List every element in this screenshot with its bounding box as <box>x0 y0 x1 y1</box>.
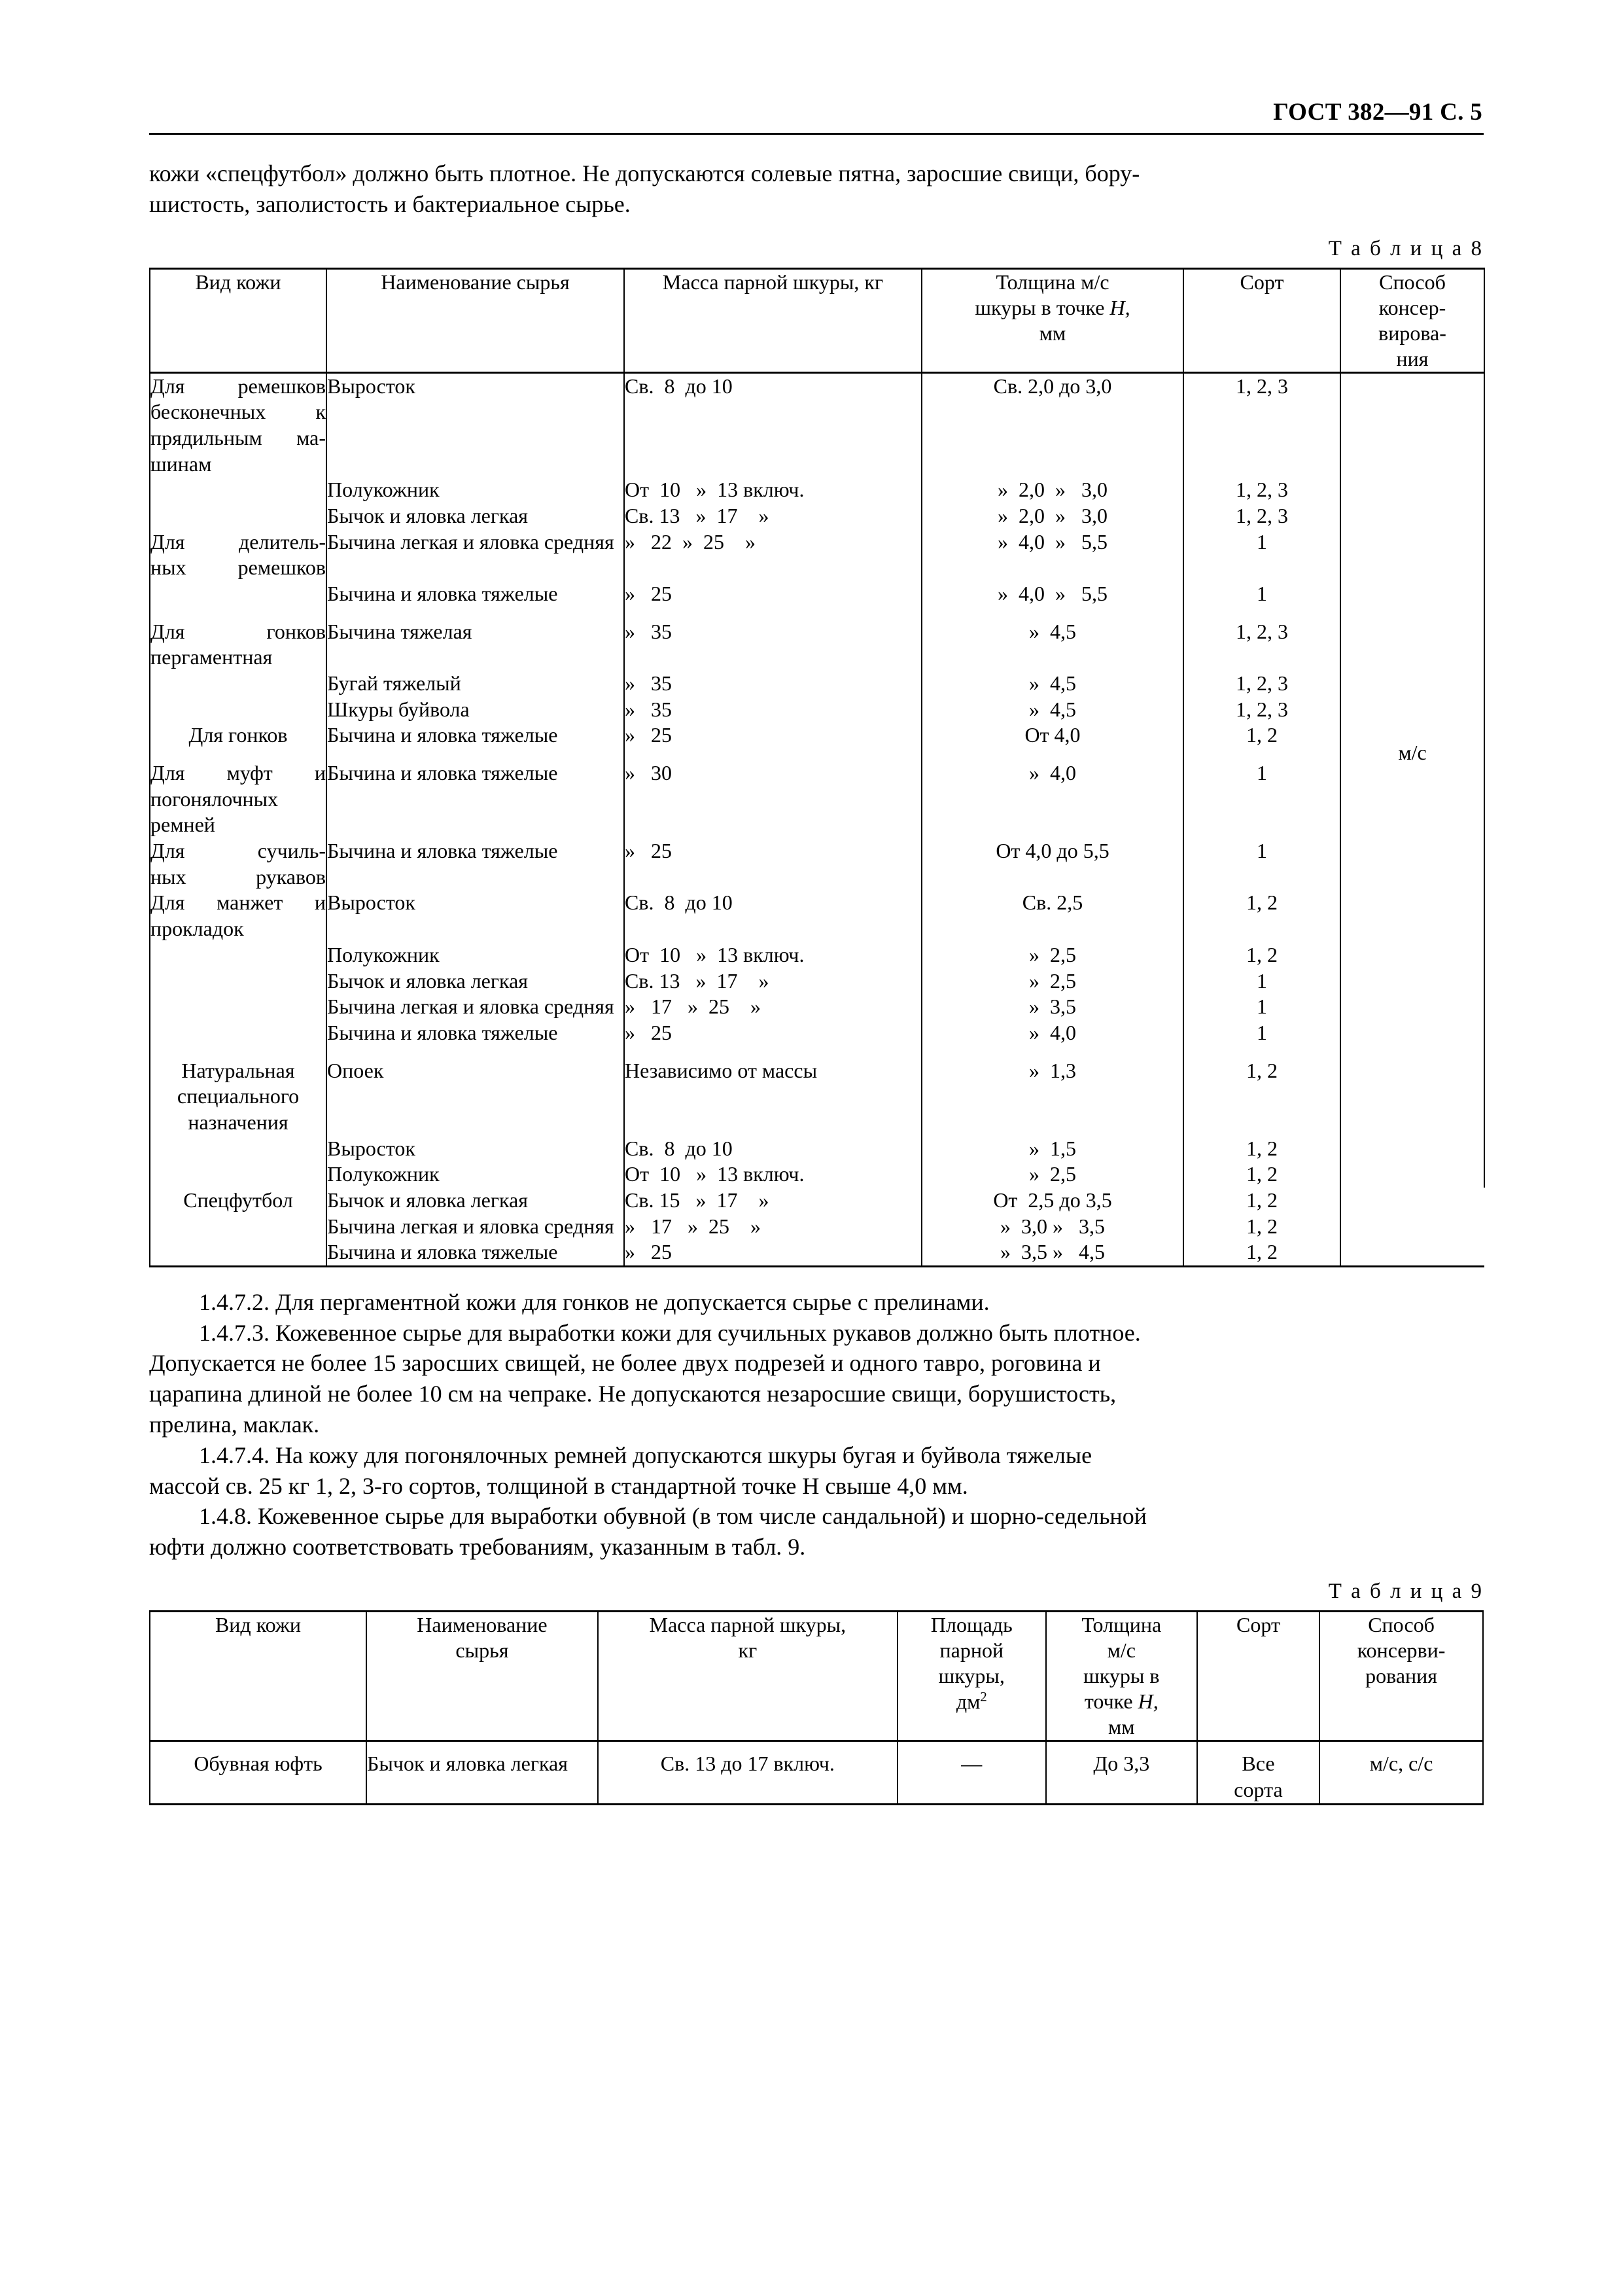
t8-r3-grade: 1 <box>1183 529 1340 581</box>
t8-r4-kind <box>150 581 326 607</box>
clause-1-4-7-3-line-1: 1.4.7.3. Кожевенное сырье для выработки кожи для сучильных рукавов должно быть плотное. <box>199 1319 1141 1346</box>
t8-r6-mass: » 35 <box>624 671 922 697</box>
t8-r21-mass: » 25 <box>624 1239 922 1266</box>
t9-r0-thickness: До 3,3 <box>1046 1741 1197 1804</box>
t8-r2-thickness: » 2,0 » 3,0 <box>922 503 1183 529</box>
t8-r1-grade: 1, 2, 3 <box>1183 477 1340 503</box>
t8-r0-mass: Св. 8 до 10 <box>624 372 922 477</box>
table8-th-method-l1: Способ <box>1379 270 1446 294</box>
table-row <box>150 581 1484 607</box>
t8-r20-kind <box>150 1214 326 1240</box>
t8-r3-kind <box>150 529 326 581</box>
t8-r5-mass: » 35 <box>624 619 922 671</box>
t8-r0-grade: 1, 2, 3 <box>1183 372 1340 477</box>
table-row <box>150 619 1484 671</box>
t8-r10-kind <box>150 838 326 890</box>
clause-1-4-7-2-line-1: 1.4.7.2. Для пергаментной кожи для гонков не допускается сырье с прелинами. <box>199 1288 990 1315</box>
t8-r19-kind <box>150 1188 326 1214</box>
table-8 <box>149 268 1485 1267</box>
t8-r8-kind <box>150 722 326 749</box>
t8-r9-grade: 1 <box>1183 760 1340 838</box>
table-row <box>150 697 1484 723</box>
table9-th-raw-l1: Наименование <box>417 1613 548 1637</box>
table-row <box>150 671 1484 697</box>
t8-r21-grade: 1, 2 <box>1183 1239 1340 1266</box>
t8-r12-kind <box>150 942 326 968</box>
table-row <box>150 1188 1484 1214</box>
t8-r14-raw: Бычина легкая и яловка средняя <box>326 994 624 1020</box>
clause-1-4-7-4-line-2: массой св. 25 кг 1, 2, 3-го сортов, толщиной в стандартной точке H свыше 4,0 мм. <box>149 1472 968 1499</box>
t8-r18-kind <box>150 1161 326 1188</box>
table-spacer <box>150 749 1484 760</box>
t8-r7-mass: » 35 <box>624 697 922 723</box>
table8-th-method-l4: ния <box>1396 346 1429 370</box>
t8-r21-kind <box>150 1239 326 1266</box>
t8-r13-thickness: » 2,5 <box>922 968 1183 995</box>
t8-r0-kind-l4: шинам <box>150 451 212 476</box>
t8-r2-grade: 1, 2, 3 <box>1183 503 1340 529</box>
t8-r16-mass: Независимо от массы <box>624 1058 922 1136</box>
table-row <box>150 1161 1484 1188</box>
t8-r8-thickness: От 4,0 <box>922 722 1183 749</box>
table8-th-method-l2: консер- <box>1378 295 1446 319</box>
t8-r6-kind <box>150 671 326 697</box>
t8-r5-raw: Бычина тяжелая <box>326 619 624 671</box>
table-row <box>150 942 1484 968</box>
table-row <box>150 529 1484 581</box>
table-row <box>150 477 1484 503</box>
t8-r16-kind-l3: назначения <box>188 1110 288 1134</box>
t8-r6-grade: 1, 2, 3 <box>1183 671 1340 697</box>
clause-1-4-7-3-line-4: прелина, маклак. <box>149 1411 320 1438</box>
table9-header-row <box>150 1612 1483 1741</box>
t8-r8-kind-l1: Для гонков <box>188 723 288 747</box>
t8-r6-raw: Бугай тяжелый <box>326 671 624 697</box>
clause-1-4-7-3 <box>149 1318 1484 1440</box>
table-row <box>150 994 1484 1020</box>
table8-th-raw: Наименование сырья <box>326 268 624 372</box>
t8-r3-kind-l2: ных ремешков <box>150 556 326 580</box>
table9-th-mass-l2: кг <box>738 1638 758 1663</box>
page-header: ГОСТ 382—91 С. 5 <box>1273 99 1482 126</box>
table9-th-thickness <box>1046 1612 1197 1741</box>
t8-r1-thickness: » 2,0 » 3,0 <box>922 477 1183 503</box>
t9-r0-mass: Св. 13 до 17 включ. <box>598 1741 898 1804</box>
table9-th-thick-l1: Толщина <box>1081 1613 1162 1637</box>
clause-1-4-8 <box>149 1501 1484 1563</box>
table8-th-grade: Сорт <box>1183 268 1340 372</box>
t8-r18-thickness: » 2,5 <box>922 1161 1183 1188</box>
t8-r9-mass: » 30 <box>624 760 922 838</box>
t8-r20-grade: 1, 2 <box>1183 1214 1340 1240</box>
t8-r18-grade: 1, 2 <box>1183 1161 1340 1188</box>
t8-r12-mass: От 10 » 13 включ. <box>624 942 922 968</box>
table9-caption: Т а б л и ц а 9 <box>1328 1580 1484 1604</box>
table9-th-area-sup: 2 <box>980 1689 987 1705</box>
t8-r0-kind <box>150 372 326 477</box>
t8-r7-grade: 1, 2, 3 <box>1183 697 1340 723</box>
t8-r3-raw: Бычина легкая и яловка средняя <box>326 529 624 581</box>
t8-r17-raw: Выросток <box>326 1136 624 1162</box>
table9-th-area-l4: дм <box>956 1689 981 1714</box>
table-row <box>150 838 1484 890</box>
t8-r14-thickness: » 3,5 <box>922 994 1183 1020</box>
t8-r16-grade: 1, 2 <box>1183 1058 1340 1136</box>
t8-r1-raw: Полукожник <box>326 477 624 503</box>
clause-1-4-7-4 <box>149 1440 1484 1502</box>
table9-th-method <box>1319 1612 1483 1741</box>
t8-r3-thickness: » 4,0 » 5,5 <box>922 529 1183 581</box>
t8-r12-thickness: » 2,5 <box>922 942 1183 968</box>
t8-r10-kind-l2: ных рукавов <box>150 864 326 889</box>
clause-1-4-7-3-line-2: Допускается не более 15 заросших свищей, не более двух подрезей и одного тавро, роговина и <box>149 1350 1101 1377</box>
table9-head <box>150 1612 1483 1741</box>
t8-r12-grade: 1, 2 <box>1183 942 1340 968</box>
table8-th-method <box>1340 268 1484 372</box>
t8-r9-thickness: » 4,0 <box>922 760 1183 838</box>
page-content <box>149 98 1484 1805</box>
table8-th-method-l3: вирова- <box>1378 321 1446 345</box>
table9-th-raw <box>366 1612 598 1741</box>
t8-r0-thickness: Св. 2,0 до 3,0 <box>922 372 1183 477</box>
t9-r0-grade <box>1197 1741 1319 1804</box>
t8-r16-kind-l1: Натуральная <box>181 1058 295 1082</box>
t8-r20-raw: Бычина легкая и яловка средняя <box>326 1214 624 1240</box>
t9-r0-kind: Обувная юфть <box>150 1741 366 1804</box>
t8-r1-mass: От 10 » 13 включ. <box>624 477 922 503</box>
table9-th-method-l3: рования <box>1365 1664 1437 1688</box>
t8-r2-kind <box>150 503 326 529</box>
t8-r15-thickness: » 4,0 <box>922 1020 1183 1046</box>
t8-r2-raw: Бычок и яловка легкая <box>326 503 624 529</box>
intro-line-1: кожи «спецфутбол» должно быть плотное. Не допускаются солевые пятна, заросшие свищи, бору- <box>149 160 1140 186</box>
t8-r3-kind-l1: Для делитель- <box>150 529 326 554</box>
t8-r19-mass: Св. 15 » 17 » <box>624 1188 922 1214</box>
clause-1-4-7-4-line-1: 1.4.7.4. На кожу для погонялочных ремней допускаются шкуры бугая и буйвола тяжелые <box>199 1441 1092 1468</box>
t8-r10-mass: » 25 <box>624 838 922 890</box>
table-9 <box>149 1610 1484 1805</box>
table9-th-kind: Вид кожи <box>150 1612 366 1741</box>
t8-r11-mass: Св. 8 до 10 <box>624 890 922 942</box>
table-row <box>150 722 1484 749</box>
t8-r19-raw: Бычок и яловка легкая <box>326 1188 624 1214</box>
table8-header-row <box>150 268 1484 372</box>
t8-r7-thickness: » 4,5 <box>922 697 1183 723</box>
t8-r0-kind-l1: Для ремешков <box>150 374 326 398</box>
t8-r10-kind-l1: Для сучиль- <box>150 839 326 863</box>
t8-r20-mass: » 17 » 25 » <box>624 1214 922 1240</box>
intro-paragraph <box>149 158 1484 220</box>
t8-r1-kind <box>150 477 326 503</box>
t8-r9-kind-l2: погонялочных <box>150 786 279 811</box>
t8-r9-raw: Бычина и яловка тяжелые <box>326 760 624 838</box>
t8-r18-raw: Полукожник <box>326 1161 624 1188</box>
t8-r9-kind <box>150 760 326 838</box>
t8-r4-thickness: » 4,0 » 5,5 <box>922 581 1183 607</box>
clause-1-4-7-3-line-3: царапина длиной не более 10 см на чепраке. Не допускаются незаросшие свищи, борушистость, <box>149 1381 1117 1407</box>
t8-r4-mass: » 25 <box>624 581 922 607</box>
table9-th-thick-l2: м/с <box>1107 1638 1136 1663</box>
t8-r13-raw: Бычок и яловка легкая <box>326 968 624 995</box>
table9-th-thick-l3: шкуры в <box>1083 1664 1160 1688</box>
t8-r16-kind <box>150 1058 326 1136</box>
table8-th-thickness <box>922 268 1183 372</box>
t8-r4-grade: 1 <box>1183 581 1340 607</box>
t8-r0-raw: Выросток <box>326 372 624 477</box>
t8-r11-kind-l1: Для манжет и <box>150 891 326 915</box>
t8-r20-thickness: » 3,0 » 3,5 <box>922 1214 1183 1240</box>
table9-th-area-l3: шкуры, <box>938 1664 1005 1688</box>
clauses-block <box>149 1287 1484 1563</box>
t8-r13-kind <box>150 968 326 995</box>
table9-th-raw-l2: сырья <box>455 1638 509 1663</box>
t8-r17-mass: Св. 8 до 10 <box>624 1136 922 1162</box>
intro-line-2: шистость, заполистость и бактериальное сырье. <box>149 190 631 217</box>
t8-r7-kind <box>150 697 326 723</box>
t8-r2-mass: Св. 13 » 17 » <box>624 503 922 529</box>
t8-r15-kind <box>150 1020 326 1046</box>
t8-r21-raw: Бычина и яловка тяжелые <box>326 1239 624 1266</box>
table9-th-grade: Сорт <box>1197 1612 1319 1741</box>
t8-r11-thickness: Св. 2,5 <box>922 890 1183 942</box>
t8-r13-grade: 1 <box>1183 968 1340 995</box>
t8-r18-mass: От 10 » 13 включ. <box>624 1161 922 1188</box>
t8-r14-mass: » 17 » 25 » <box>624 994 922 1020</box>
t8-r13-mass: Св. 13 » 17 » <box>624 968 922 995</box>
t8-r15-raw: Бычина и яловка тяжелые <box>326 1020 624 1046</box>
t8-r9-kind-l3: ремней <box>150 813 215 837</box>
table-row <box>150 1136 1484 1162</box>
t8-r11-grade: 1, 2 <box>1183 890 1340 942</box>
t8-r9-kind-l1: Для муфт и <box>150 761 326 785</box>
t8-r17-thickness: » 1,5 <box>922 1136 1183 1162</box>
t8-r10-grade: 1 <box>1183 838 1340 890</box>
t8-r5-kind <box>150 619 326 671</box>
t8-r7-raw: Шкуры буйвола <box>326 697 624 723</box>
table8-th-mass: Масса парной шкуры, кг <box>624 268 922 372</box>
t8-r8-mass: » 25 <box>624 722 922 749</box>
table8-th-thickness-l1: Толщина м/с <box>996 270 1109 294</box>
t8-r0-kind-l2: бесконечных к <box>150 400 326 424</box>
t8-r5-thickness: » 4,5 <box>922 619 1183 671</box>
table-row <box>150 1741 1483 1804</box>
t9-r0-method: м/с, с/с <box>1319 1741 1483 1804</box>
clause-1-4-8-line-2: юфти должно соответствовать требованиям, указанным в табл. 9. <box>149 1534 806 1561</box>
table8-th-thickness-point: H, <box>1109 295 1130 319</box>
table-row <box>150 372 1484 477</box>
t8-r17-grade: 1, 2 <box>1183 1136 1340 1162</box>
table9-th-thick-l5: мм <box>1108 1715 1135 1739</box>
table8-caption: Т а б л и ц а 8 <box>1328 236 1484 260</box>
table-spacer <box>150 1046 1484 1058</box>
t8-r14-grade: 1 <box>1183 994 1340 1020</box>
table-spacer <box>150 607 1484 619</box>
table-row <box>150 1214 1484 1240</box>
table9-th-mass <box>598 1612 898 1741</box>
t9-r0-grade-l1: Все <box>1242 1752 1275 1776</box>
table9-th-thick-l4: точке <box>1084 1689 1138 1714</box>
t8-r19-kind-l1: Спецфутбол <box>183 1188 293 1212</box>
table-row <box>150 890 1484 942</box>
table9-th-area <box>898 1612 1046 1741</box>
t8-r16-raw: Опоек <box>326 1058 624 1136</box>
t8-r12-raw: Полукожник <box>326 942 624 968</box>
clause-1-4-8-line-1: 1.4.8. Кожевенное сырье для выработки обувной (в том числе сандальной) и шорно-седельной <box>199 1503 1147 1530</box>
table9-th-area-l2: парной <box>939 1638 1004 1663</box>
t8-r17-kind <box>150 1136 326 1162</box>
table8-th-kind: Вид кожи <box>150 268 326 372</box>
t8-r8-grade: 1, 2 <box>1183 722 1340 749</box>
t8-r19-thickness: От 2,5 до 3,5 <box>922 1188 1183 1214</box>
t8-r5-kind-l2: пергаментная <box>150 645 273 669</box>
table9-body <box>150 1741 1483 1804</box>
header-rule <box>149 133 1484 135</box>
t8-r11-kind <box>150 890 326 942</box>
t8-r6-thickness: » 4,5 <box>922 671 1183 697</box>
table-row <box>150 968 1484 995</box>
t9-r0-area: — <box>898 1741 1046 1804</box>
t8-r15-grade: 1 <box>1183 1020 1340 1046</box>
table9-th-area-l1: Площадь <box>930 1613 1013 1637</box>
table8-th-thickness-l3: мм <box>1039 321 1066 345</box>
table-row <box>150 1058 1484 1136</box>
t8-r16-kind-l2: специального <box>177 1084 300 1108</box>
t8-r14-kind <box>150 994 326 1020</box>
t8-r10-thickness: От 4,0 до 5,5 <box>922 838 1183 890</box>
t8-r5-grade: 1, 2, 3 <box>1183 619 1340 671</box>
table9-th-thick-point: H, <box>1138 1689 1159 1714</box>
t8-r0-kind-l3: прядильным ма- <box>150 426 326 450</box>
t8-r11-raw: Выросток <box>326 890 624 942</box>
t8-method <box>1340 372 1484 1188</box>
t8-r4-raw: Бычина и яловка тяжелые <box>326 581 624 607</box>
table-row <box>150 1020 1484 1046</box>
table-row <box>150 760 1484 838</box>
clause-1-4-7-2 <box>149 1287 1484 1318</box>
table9-th-mass-l1: Масса парной шкуры, <box>649 1613 846 1637</box>
table9-th-method-l1: Способ <box>1368 1613 1435 1637</box>
t8-r21-thickness: » 3,5 » 4,5 <box>922 1239 1183 1266</box>
t9-r0-raw: Бычок и яловка легкая <box>366 1741 598 1804</box>
t8-r15-mass: » 25 <box>624 1020 922 1046</box>
table8-head <box>150 268 1484 372</box>
t9-r0-grade-l2: сорта <box>1234 1777 1283 1801</box>
table8-th-thickness-l2: шкуры в точке <box>975 295 1110 319</box>
table9-th-method-l2: консерви- <box>1357 1638 1446 1663</box>
t8-method-value: м/с <box>1398 740 1427 764</box>
table-row <box>150 1239 1484 1266</box>
table8-body <box>150 372 1484 1266</box>
t8-r8-raw: Бычина и яловка тяжелые <box>326 722 624 749</box>
t8-r3-mass: » 22 » 25 » <box>624 529 922 581</box>
t8-r16-thickness: » 1,3 <box>922 1058 1183 1136</box>
t8-r5-kind-l1: Для гонков <box>150 619 326 643</box>
t8-r11-kind-l2: прокладок <box>150 917 244 941</box>
t8-r19-grade: 1, 2 <box>1183 1188 1340 1214</box>
table-row <box>150 503 1484 529</box>
t8-r10-raw: Бычина и яловка тяжелые <box>326 838 624 890</box>
